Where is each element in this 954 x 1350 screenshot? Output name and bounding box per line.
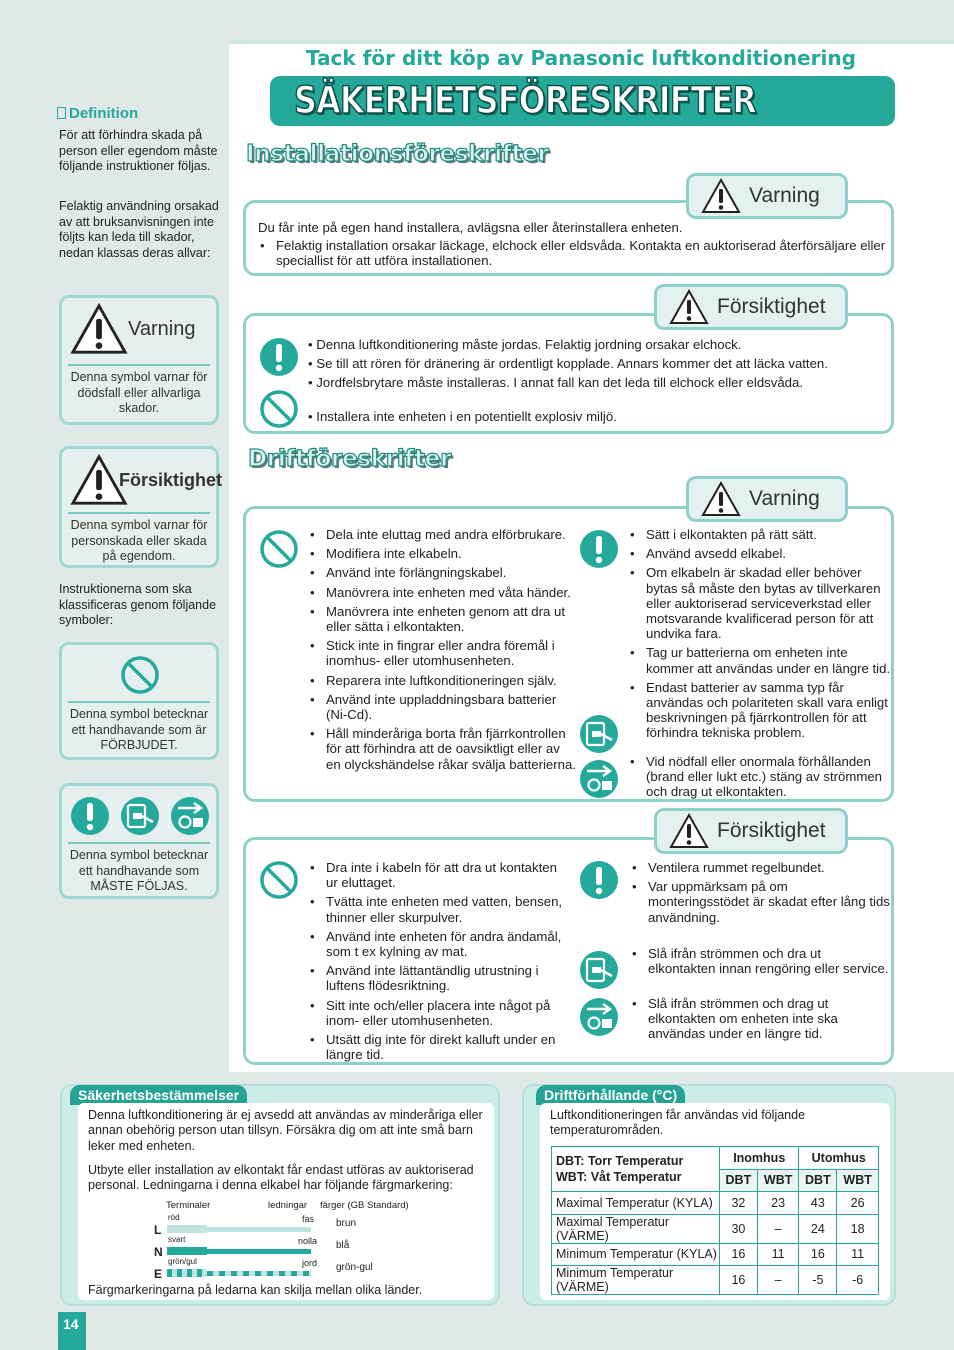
tag-label: Varning <box>749 487 820 510</box>
table-row <box>552 1192 879 1215</box>
tag-label: Försiktighet <box>717 295 826 318</box>
wire-small-label: röd <box>168 1213 180 1222</box>
terminal-block <box>167 1269 207 1277</box>
cell: – <box>757 1266 799 1295</box>
operation-warning-tag <box>686 476 848 522</box>
mandatory-icon <box>579 529 619 569</box>
installation-warning-list <box>258 238 888 272</box>
list-item: • Använd inte lättantändlig utrustning i luftens flödesriktning. <box>308 963 570 993</box>
list-item: • Se till att rören för dränering är ordentligt kopplade. Annars kommer det att läcka vatten. <box>308 356 828 371</box>
list-item: • Dra inte i kabeln för att dra ut kontakten ur eluttaget. <box>308 860 570 890</box>
terminal-label: L <box>154 1223 162 1237</box>
operation-caution-right-list <box>630 860 892 929</box>
sidebar-mandatory-box <box>59 783 219 899</box>
prohibited-icon <box>259 860 299 900</box>
operating-conditions-panel <box>522 1084 896 1306</box>
terminal-block <box>167 1225 207 1233</box>
temperature-legend: DBT: Torr Temperatur WBT: Våt Temperatur <box>552 1147 720 1192</box>
operation-warning-emergency <box>628 754 894 804</box>
sidebar-warning-label: Varning <box>128 318 196 340</box>
list-item: • Var uppmärksam på om monteringsstödet är skadat efter lång tids användning. <box>630 879 892 925</box>
wire-color: brun <box>336 1218 357 1229</box>
terminal-block <box>167 1247 207 1255</box>
list-item: • Modifiera inte elkabeln. <box>308 546 578 561</box>
warning-triangle-icon <box>70 302 128 356</box>
row-label: Minimum Temperatur (KYLA) <box>552 1243 720 1266</box>
wbt-header: WBT <box>757 1169 799 1192</box>
wbt-header: WBT <box>837 1169 879 1192</box>
cell: 30 <box>720 1214 758 1243</box>
box-icon <box>57 107 66 119</box>
installation-warning-text: Du får inte på egen hand installera, avlägsna eller återinstallera enheten. <box>258 220 683 235</box>
list-item: • Denna luftkonditionering måste jordas. Felaktig jordning orsakar elchock. <box>308 337 742 352</box>
sidebar-mandatory-caption: Denna symbol betecknar ett handhavande som MÅSTE FÖLJAS. <box>68 842 210 895</box>
col-wires: ledningar <box>268 1200 308 1211</box>
unplug-icon <box>579 997 619 1037</box>
sidebar-forbidden-caption: Denna symbol betecknar ett handhavande som är FÖRBJUDET. <box>68 701 210 754</box>
list-item: • Endast batterier av samma typ får användas och polariteten skall vara enligt beskrivningen på fjärrkontrollen för att förhindra tekniska problem. <box>628 680 894 741</box>
unplug-icon <box>170 796 210 836</box>
list-item: • Manövrera inte enheten genom att dra ut eller sätta i elkontakten. <box>308 604 578 634</box>
cell: 32 <box>720 1192 758 1215</box>
list-item: • Reparera inte luftkonditioneringen själv. <box>308 673 578 688</box>
cell: 26 <box>837 1192 879 1215</box>
operation-warning-left-list <box>308 527 578 776</box>
cell: 43 <box>799 1192 837 1215</box>
wire-small-label: svart <box>168 1235 186 1244</box>
sidebar-forbidden-box <box>59 642 219 760</box>
terminal-label: E <box>154 1267 163 1281</box>
operation-caution-plug-note <box>630 946 892 980</box>
sidebar-warning-caption: Denna symbol varnar för dödsfall eller allvarliga skador. <box>68 364 210 417</box>
sidebar-caution-caption: Denna symbol varnar för personskada eller skada på egendom. <box>68 512 210 565</box>
safety-rules-para2: Utbyte eller installation av elkontakt får endast utföras av auktoriserad personal. Ledningarna i denna elkabel har följande färgmarkering: <box>88 1163 474 1193</box>
cell: -6 <box>837 1266 879 1295</box>
outdoor-header: Utomhus <box>799 1147 879 1170</box>
temperature-table <box>551 1146 879 1295</box>
definition-heading: Definition <box>57 105 227 123</box>
prohibited-icon <box>259 389 299 429</box>
row-label: Maximal Temperatur (VÄRME) <box>552 1214 720 1243</box>
installation-caution-list <box>308 335 888 392</box>
operation-caution-box <box>243 837 894 1065</box>
cell: 11 <box>837 1243 879 1266</box>
cell: 16 <box>799 1243 837 1266</box>
cell: -5 <box>799 1266 837 1295</box>
installation-caution-tag <box>654 284 848 330</box>
list-item: • Tvätta inte enheten med vatten, bensen, thinner eller skurpulver. <box>308 894 570 924</box>
wire-label: jord <box>302 1258 318 1268</box>
list-item: • Använd inte uppladdningsbara batterier (Ni-Cd). <box>308 692 578 722</box>
caution-triangle-icon <box>669 813 709 849</box>
operating-conditions-content <box>540 1103 890 1300</box>
list-item: • Använd inte förlängningskabel. <box>308 565 578 580</box>
wire-diagram <box>154 1214 324 1282</box>
indoor-header: Inomhus <box>720 1147 799 1170</box>
list-item: • Sitt inte och/eller placera inte något på inom- eller utomhusenheten. <box>308 998 570 1028</box>
safety-rules-footer: Färgmarkeringarna på ledarna kan skilja mellan olika länder. <box>88 1283 423 1297</box>
cell: 16 <box>720 1243 758 1266</box>
installation-warning-tag <box>686 173 848 219</box>
operation-warning-right-list <box>628 527 894 745</box>
wire-line <box>207 1271 311 1276</box>
operation-warning-box <box>243 506 894 802</box>
mandatory-icon <box>70 796 110 836</box>
wire-label: nolla <box>298 1236 318 1246</box>
terminal-label: N <box>154 1245 163 1259</box>
prohibited-icon <box>120 655 160 695</box>
cell: – <box>757 1214 799 1243</box>
list-item: • Sätt i elkontakten på rätt sätt. <box>628 527 894 542</box>
sidebar-warning-box <box>59 295 219 425</box>
definition-severity: Felaktig användning orsakad av att bruksanvisningen inte följts kan leda till skador, nedan klassas deras allvar: <box>59 199 219 260</box>
plug-icon <box>120 796 160 836</box>
dbt-header: DBT <box>720 1169 758 1192</box>
sidebar-caution-label: Försiktighet <box>119 470 223 490</box>
title-bar <box>270 76 895 126</box>
installation-heading: Installationsföreskrifter <box>246 141 549 167</box>
operating-conditions-intro: Luftkonditioneringen får användas vid följande temperaturområden. <box>550 1108 806 1138</box>
plug-icon <box>579 714 619 754</box>
wire-line <box>207 1249 311 1254</box>
list-item: • Ventilera rummet regelbundet. <box>630 860 892 875</box>
list-item: • Dela inte eluttag med andra elförbrukare. <box>308 527 578 542</box>
page-number: 14 <box>58 1312 86 1350</box>
operation-caution-left-list <box>308 860 570 1066</box>
list-item: • Felaktig installation orsakar läckage, elchock eller eldsvåda. Kontakta en auktoriserad återförsäljare eller speciallist för att utföra installationen. <box>258 238 888 268</box>
wire-color: blå <box>336 1240 350 1251</box>
list-item: • Jordfelsbrytare måste installeras. I annat fall kan det leda till elchock eller eldsvåda. <box>308 375 804 390</box>
dbt-header: DBT <box>799 1169 837 1192</box>
list-item: • Manövrera inte enheten med våta händer. <box>308 585 578 600</box>
table-row <box>552 1266 879 1295</box>
operating-conditions-heading: Driftförhållande (°C) <box>536 1085 685 1105</box>
safety-rules-heading: Säkerhetsbestämmelser <box>70 1085 247 1105</box>
list-item: • Slå ifrån strömmen och drag ut elkontakten om enheten inte ska användas under en längre tid. <box>630 996 892 1042</box>
list-item: • Installera inte enheten i en potentiellt explosiv miljö. <box>308 409 617 424</box>
plug-icon <box>579 950 619 990</box>
wire-small-label: grön/gul <box>168 1257 197 1266</box>
safety-rules-para1: Denna luftkonditionering är ej avsedd att användas av minderåriga eller annan obehörig person utan tillsyn. Försäkra dig om att inte små barn leker med enheten. <box>88 1108 483 1153</box>
list-item: • Stick inte in fingrar eller andra föremål i inomhus- eller utomhusenheten. <box>308 638 578 668</box>
sidebar-caution-box <box>59 446 223 568</box>
caution-triangle-icon <box>669 289 709 325</box>
list-item: • Använd avsedd elkabel. <box>628 546 894 561</box>
list-item: • Håll minderåriga borta från fjärrkontrollen för att förhindra att de oavsiktligt eller av en olyckshändelse råkar svälja batterierna. <box>308 726 578 772</box>
operation-caution-tag <box>654 808 848 854</box>
mandatory-icon <box>259 337 299 377</box>
cell: 23 <box>757 1192 799 1215</box>
list-item: • Utsätt dig inte för direkt kalluft under en längre tid. <box>308 1032 570 1062</box>
operation-heading: Driftföreskrifter <box>248 446 452 472</box>
symbols-intro: Instruktionerna som ska klassificeras genom följande symboler: <box>59 582 217 627</box>
cell: 11 <box>757 1243 799 1266</box>
wire-label: fas <box>302 1214 315 1224</box>
col-colors: färger (GB Standard) <box>320 1200 409 1211</box>
list-item: • Tag ur batterierna om enheten inte kommer att användas under en längre tid. <box>628 645 894 675</box>
mandatory-icon <box>579 860 619 900</box>
wire-color: grön-gul <box>336 1262 373 1273</box>
cell: 24 <box>799 1214 837 1243</box>
page-title: SÄKERHETSFÖRESKRIFTER <box>294 79 756 122</box>
list-item: • Vid nödfall eller onormala förhållanden (brand eller lukt etc.) stäng av strömmen och drag ut elkontakten. <box>628 754 894 800</box>
table-row <box>552 1214 879 1243</box>
row-label: Minimum Temperatur (VÄRME) <box>552 1266 720 1295</box>
row-label: Maximal Temperatur (KYLA) <box>552 1192 720 1215</box>
warning-triangle-icon <box>701 178 741 214</box>
safety-rules-content <box>78 1103 494 1300</box>
cell: 16 <box>720 1266 758 1295</box>
cell: 18 <box>837 1214 879 1243</box>
header-subtitle: Tack för ditt köp av Panasonic luftkonditionering <box>306 46 856 70</box>
col-terminals: Terminaler <box>166 1200 211 1211</box>
installation-caution-box <box>243 313 894 434</box>
operation-caution-long-note <box>630 996 892 1046</box>
list-item: • Använd inte enheten för andra ändamål, som t ex kylning av mat. <box>308 929 570 959</box>
list-item: • Slå ifrån strömmen och dra ut elkontakten innan rengöring eller service. <box>630 946 892 976</box>
tag-label: Försiktighet <box>717 819 826 842</box>
wire-line <box>207 1227 311 1232</box>
unplug-icon <box>579 759 619 799</box>
safety-rules-panel <box>60 1084 500 1306</box>
tag-label: Varning <box>749 184 820 207</box>
warning-triangle-icon <box>701 481 741 517</box>
table-row <box>552 1243 879 1266</box>
prohibited-icon <box>259 529 299 569</box>
list-item: • Om elkabeln är skadad eller behöver bytas så måste den bytas av tillverkaren eller auktoriserad serviceverkstad eller motsvarande kvalificerad person för att undvika fara. <box>628 565 894 641</box>
definition-intro: För att förhindra skada på person eller egendom måste följande instruktioner följas. <box>59 128 218 173</box>
